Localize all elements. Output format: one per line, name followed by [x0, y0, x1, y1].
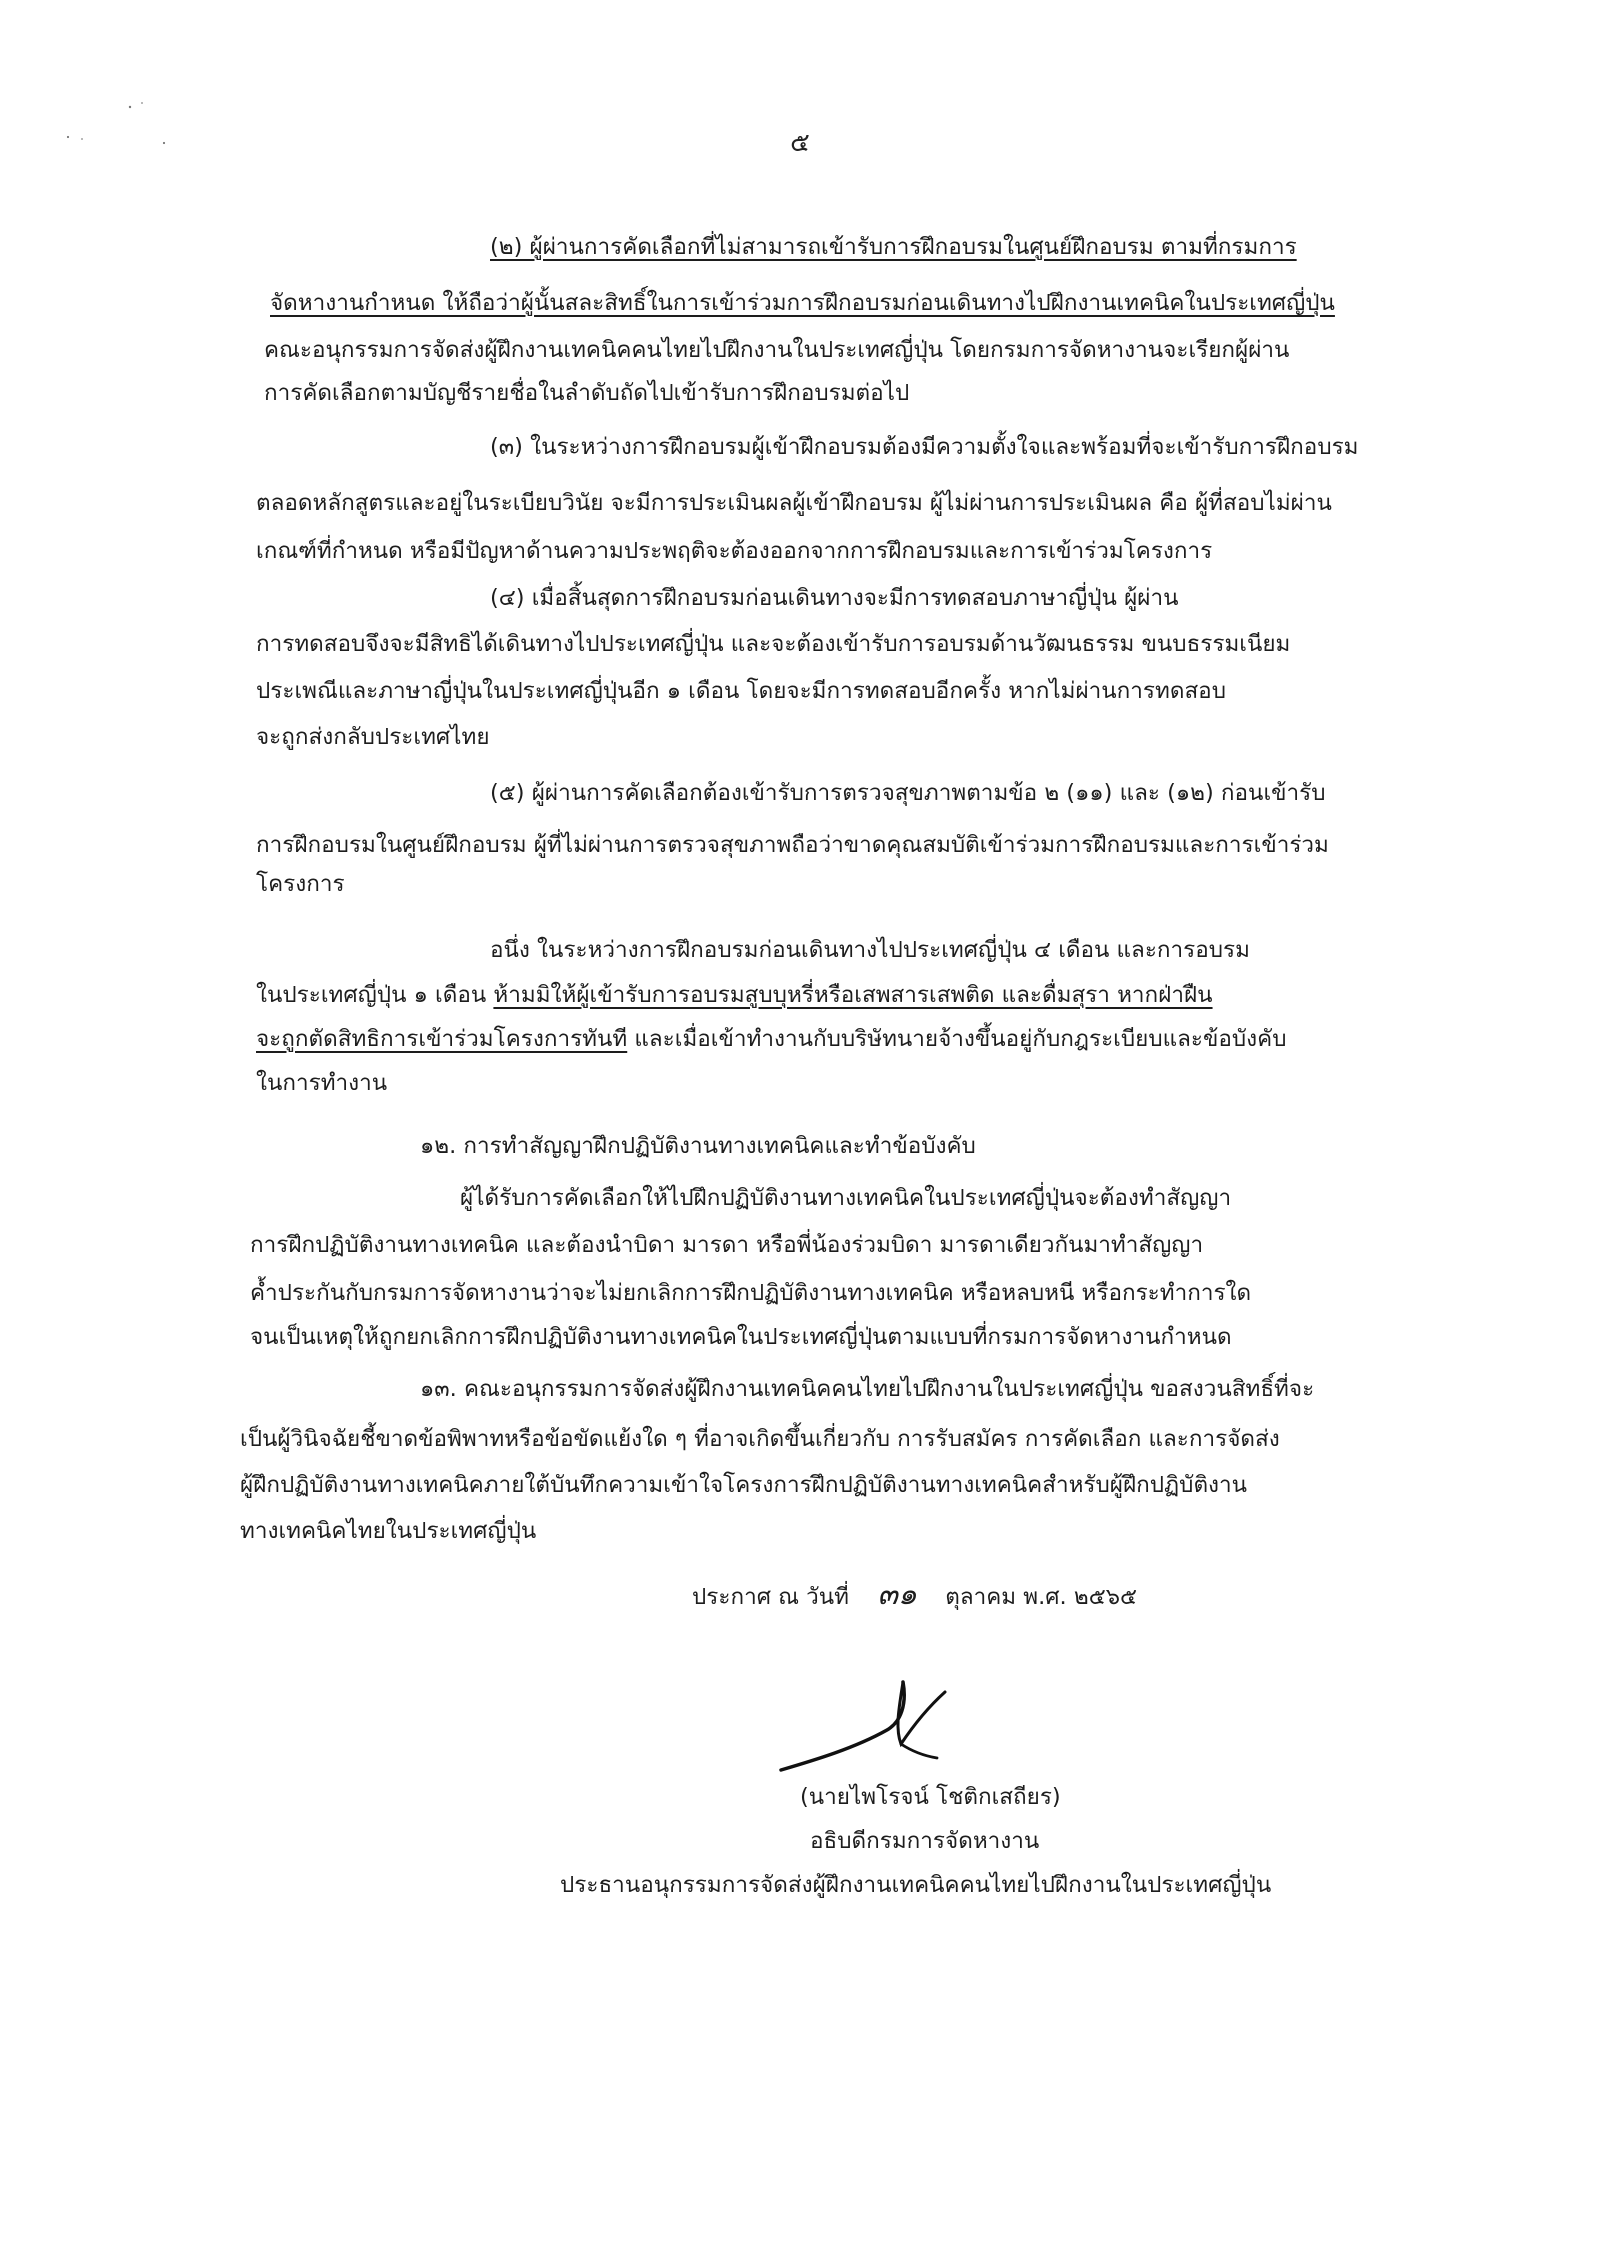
item5-line2: การฝึกอบรมในศูนย์ฝึกอบรม ผู้ที่ไม่ผ่านการตรวจสุขภาพถือว่าขาดคุณสมบัติเข้าร่วมการฝึกอบรมและการเข้าร่วม: [256, 832, 1329, 858]
item3-line2: ตลอดหลักสูตรและอยู่ในระเบียบวินัย จะมีการประเมินผลผู้เข้าฝึกอบรม ผู้ไม่ผ่านการประเมินผล คือ ผู้ที่สอบไม่ผ่าน: [256, 490, 1332, 516]
announcement-prefix: ประกาศ ณ วันที่: [692, 1584, 850, 1610]
note-line3: จะถูกตัดสิทธิการเข้าร่วมโครงการทันที และเมื่อเข้าทำงานกับบริษัทนายจ้างขึ้นอยู่กับกฎระเบียบและข้อบังคับ: [256, 1026, 1287, 1052]
item2-line1: (๒) ผู้ผ่านการคัดเลือกที่ไม่สามารถเข้ารับการฝึกอบรมในศูนย์ฝึกอบรม ตามที่กรมการ: [490, 234, 1297, 260]
item12-heading: ๑๒. การทำสัญญาฝึกปฏิบัติงานทางเทคนิคและทำข้อบังคับ: [420, 1133, 976, 1159]
item4-line4: จะถูกส่งกลับประเทศไทย: [256, 724, 490, 750]
announcement-day: ๓๑: [877, 1577, 917, 1612]
item2-line4: การคัดเลือกตามบัญชีรายชื่อในลำดับถัดไปเข้ารับการฝึกอบรมต่อไป: [264, 380, 910, 406]
note-line2: ในประเทศญี่ปุ่น ๑ เดือน ห้ามมิให้ผู้เข้ารับการอบรมสูบบุหรี่หรือเสพสารเสพติด และดื่มสุรา หากฝ่าฝืน: [256, 982, 1213, 1008]
item5-line3: โครงการ: [256, 871, 345, 897]
item2-line2: จัดหางานกำหนด ให้ถือว่าผู้นั้นสละสิทธิ์ในการเข้าร่วมการฝึกอบรมก่อนเดินทางไปฝึกงานเทคนิคในประเทศญี่ปุ่น: [270, 290, 1335, 316]
item12-line2: การฝึกปฏิบัติงานทางเทคนิค และต้องนำบิดา มารดา หรือพี่น้องร่วมบิดา มารดาเดียวกันมาทำสัญญา: [250, 1232, 1204, 1258]
page-number: ๕: [790, 128, 810, 158]
item12-line3: ค้ำประกันกับกรมการจัดหางานว่าจะไม่ยกเลิกการฝึกปฏิบัติงานทางเทคนิค หรือหลบหนี หรือกระทำการใด: [250, 1280, 1252, 1306]
item12-line4: จนเป็นเหตุให้ถูกยกเลิกการฝึกปฏิบัติงานทางเทคนิคในประเทศญี่ปุ่นตามแบบที่กรมการจัดหางานกำหนด: [250, 1324, 1232, 1350]
item13-line2: เป็นผู้วินิจฉัยชี้ขาดข้อพิพาทหรือข้อขัดแย้งใด ๆ ที่อาจเกิดขึ้นเกี่ยวกับ การรับสมัคร การคัดเลือก และการจัดส่ง: [240, 1426, 1280, 1452]
item4-line3: ประเพณีและภาษาญี่ปุ่นในประเทศญี่ปุ่นอีก ๑ เดือน โดยจะมีการทดสอบอีกครั้ง หากไม่ผ่านการทดสอบ: [256, 678, 1226, 704]
item13-line3: ผู้ฝึกปฏิบัติงานทางเทคนิคภายใต้บันทึกความเข้าใจโครงการฝึกปฏิบัติงานทางเทคนิคสำหรับผู้ฝึกปฏิบัติงาน: [240, 1472, 1248, 1498]
announcement-month-year: ตุลาคม พ.ศ. ๒๕๖๕: [945, 1584, 1138, 1610]
announcement-date: [692, 1577, 1138, 1612]
item3-line3: เกณฑ์ที่กำหนด หรือมีปัญหาด้านความประพฤติจะต้องออกจากการฝึกอบรมและการเข้าร่วมโครงการ: [256, 538, 1213, 564]
note-line1: อนึ่ง ในระหว่างการฝึกอบรมก่อนเดินทางไปประเทศญี่ปุ่น ๔ เดือน และการอบรม: [490, 937, 1250, 963]
item13-line4: ทางเทคนิคไทยในประเทศญี่ปุ่น: [240, 1518, 537, 1544]
signature-mark: [775, 1668, 965, 1778]
item4-line2: การทดสอบจึงจะมีสิทธิได้เดินทางไปประเทศญี่ปุ่น และจะต้องเข้ารับการอบรมด้านวัฒนธรรม ขนบธรรมเนียม: [256, 631, 1291, 657]
signatory-name: (นายไพโรจน์ โชติกเสถียร): [800, 1784, 1061, 1810]
item12-line1: ผู้ได้รับการคัดเลือกให้ไปฝึกปฏิบัติงานทางเทคนิคในประเทศญี่ปุ่นจะต้องทำสัญญา: [460, 1185, 1232, 1211]
item3-line1: (๓) ในระหว่างการฝึกอบรมผู้เข้าฝึกอบรมต้องมีความตั้งใจและพร้อมที่จะเข้ารับการฝึกอบรม: [490, 434, 1359, 460]
signatory-position: อธิบดีกรมการจัดหางาน: [810, 1828, 1040, 1854]
item4-line1: (๔) เมื่อสิ้นสุดการฝึกอบรมก่อนเดินทางจะมีการทดสอบภาษาญี่ปุ่น ผู้ผ่าน: [490, 585, 1179, 611]
item5-line1: (๕) ผู้ผ่านการคัดเลือกต้องเข้ารับการตรวจสุขภาพตามข้อ ๒ (๑๑) และ (๑๒) ก่อนเข้ารับ: [490, 780, 1326, 806]
signatory-role: ประธานอนุกรรมการจัดส่งผู้ฝึกงานเทคนิคคนไทยไปฝึกงานในประเทศญี่ปุ่น: [560, 1872, 1272, 1898]
note-line4: ในการทำงาน: [256, 1070, 388, 1096]
item13-line1: ๑๓. คณะอนุกรรมการจัดส่งผู้ฝึกงานเทคนิคคนไทยไปฝึกงานในประเทศญี่ปุ่น ขอสงวนสิทธิ์ที่จะ: [420, 1376, 1315, 1402]
item2-line3: คณะอนุกรรมการจัดส่งผู้ฝึกงานเทคนิคคนไทยไปฝึกงานในประเทศญี่ปุ่น โดยกรมการจัดหางานจะเรียกผู้ผ่าน: [264, 337, 1290, 363]
